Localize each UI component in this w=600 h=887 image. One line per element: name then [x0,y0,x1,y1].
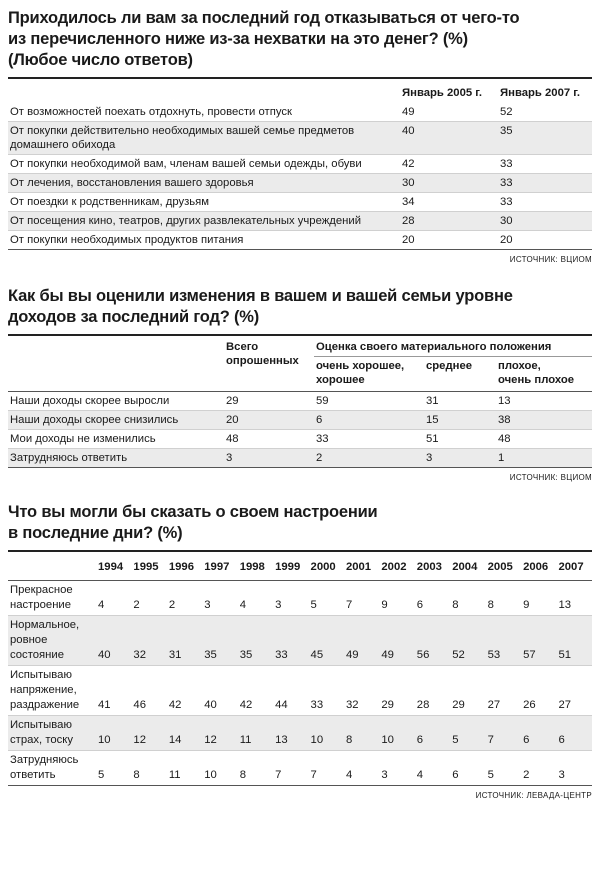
year-header: 2007 [558,561,584,573]
year-header: 1996 [168,561,194,573]
value-bad: 1 [496,449,592,468]
income-table-header [8,336,592,392]
value-mid: 31 [424,392,496,411]
refusals-table [8,83,592,250]
mood-value: 4 [344,751,379,786]
mood-value: 8 [450,581,485,616]
income-col-total: Всего опрошенных [226,341,299,367]
mood-value: 5 [450,716,485,751]
section3-title: Что вы могли бы сказать о своем настроении в последние дни? (%) [8,503,378,542]
mood-value: 6 [556,716,592,751]
row-label: От поездки к родственникам, друзьям [8,193,400,212]
value-total: 48 [224,430,314,449]
mood-value: 10 [96,716,131,751]
value-2007: 33 [498,174,592,193]
value-total: 3 [224,449,314,468]
table-row [8,392,592,411]
section1-top-rule [8,77,592,79]
mood-value: 29 [450,666,485,716]
value-good: 2 [314,449,424,468]
table-row [8,616,592,666]
mood-value: 35 [202,616,237,666]
mood-value: 8 [238,751,273,786]
mood-value: 9 [379,581,414,616]
mood-value: 7 [344,581,379,616]
income-subcol-good: очень хорошее, хорошее [316,360,405,386]
mood-value: 4 [238,581,273,616]
year-header: 1997 [204,561,230,573]
page [8,8,592,800]
value-2005: 28 [400,212,498,231]
mood-table-header [8,552,592,581]
mood-value: 7 [273,751,308,786]
year-header: 2004 [452,561,478,573]
mood-value: 3 [556,751,592,786]
mood-value: 31 [167,616,202,666]
mood-value: 42 [238,666,273,716]
income-table [8,336,592,468]
mood-value: 7 [309,751,344,786]
mood-value: 8 [131,751,166,786]
mood-value: 10 [202,751,237,786]
value-2005: 20 [400,231,498,250]
row-label: Наши доходы скорее выросли [8,392,224,411]
mood-value: 11 [167,751,202,786]
value-2007: 35 [498,122,592,155]
row-label: Прекрасное настроение [8,581,96,616]
table-row [8,212,592,231]
income-col-label-empty [8,336,224,357]
mood-value: 27 [556,666,592,716]
value-2005: 49 [400,103,498,122]
year-header: 1999 [275,561,301,573]
mood-value: 32 [131,616,166,666]
income-subcol-mid: среднее [426,360,473,372]
table-row [8,430,592,449]
value-mid: 3 [424,449,496,468]
income-table-body [8,392,592,468]
value-2005: 30 [400,174,498,193]
row-label: От покупки необходимой вам, членам вашей семьи одежды, обуви [8,155,400,174]
mood-value: 46 [131,666,166,716]
section-income-changes [8,286,592,482]
mood-value: 12 [202,716,237,751]
mood-value: 2 [521,751,556,786]
row-label: От покупки действительно необходимых вашей семье предметов домашнего обихода [8,122,400,155]
mood-value: 12 [131,716,166,751]
table-row [8,193,592,212]
value-mid: 51 [424,430,496,449]
mood-value: 3 [202,581,237,616]
table-row [8,716,592,751]
row-label: Испытываю страх, тоску [8,716,96,751]
mood-value: 8 [344,716,379,751]
refusals-col-label [8,83,400,103]
value-2005: 40 [400,122,498,155]
mood-value: 29 [379,666,414,716]
mood-value: 10 [379,716,414,751]
value-good: 59 [314,392,424,411]
mood-value: 40 [96,616,131,666]
table-row [8,751,592,786]
year-header: 1995 [133,561,159,573]
mood-value: 57 [521,616,556,666]
mood-value: 6 [415,716,450,751]
section1-title: Приходилось ли вам за последний год отказываться от чего-то из перечисленного ниже из-за нехватки на это денег? (%) (Любое число ответов) [8,9,520,69]
table-row [8,103,592,122]
row-label: От возможностей поехать отдохнуть, провести отпуск [8,103,400,122]
section2-source: ИСТОЧНИК: ВЦИОМ [509,473,592,482]
mood-value: 8 [486,581,521,616]
section3-source: ИСТОЧНИК: ЛЕВАДА-ЦЕНТР [475,791,592,800]
mood-value: 52 [450,616,485,666]
mood-table-body [8,581,592,786]
mood-col-label [8,552,96,581]
row-label: От покупки необходимых продуктов питания [8,231,400,250]
mood-value: 44 [273,666,308,716]
row-label: Мои доходы не изменились [8,430,224,449]
mood-value: 49 [379,616,414,666]
table-row [8,449,592,468]
mood-value: 10 [309,716,344,751]
year-header: 1994 [98,561,124,573]
year-header: 2002 [381,561,407,573]
section-mood [8,502,592,800]
value-2005: 34 [400,193,498,212]
section1-source: ИСТОЧНИК: ВЦИОМ [509,255,592,264]
mood-value: 2 [131,581,166,616]
mood-value: 56 [415,616,450,666]
mood-value: 5 [309,581,344,616]
year-header: 2003 [416,561,442,573]
value-2007: 33 [498,193,592,212]
table-row [8,231,592,250]
row-label: Испытываю напряжение, раздражение [8,666,96,716]
section-budget-refusals [8,8,592,264]
mood-value: 35 [238,616,273,666]
mood-value: 41 [96,666,131,716]
section2-title: Как бы вы оценили изменения в вашем и вашей семьи уровне доходов за последний год? (%) [8,287,513,326]
mood-value: 32 [344,666,379,716]
table-row [8,122,592,155]
table-row [8,666,592,716]
value-bad: 38 [496,411,592,430]
mood-value: 6 [415,581,450,616]
year-header: 2000 [310,561,336,573]
mood-value: 2 [167,581,202,616]
mood-value: 14 [167,716,202,751]
value-2007: 52 [498,103,592,122]
mood-value: 51 [556,616,592,666]
table-row [8,155,592,174]
row-label: Нормальное, ровное состояние [8,616,96,666]
value-2007: 30 [498,212,592,231]
mood-value: 33 [273,616,308,666]
mood-value: 33 [309,666,344,716]
row-label: Затрудняюсь ответить [8,751,96,786]
table-row [8,581,592,616]
value-2005: 42 [400,155,498,174]
mood-value: 11 [238,716,273,751]
row-label: От лечения, восстановления вашего здоровья [8,174,400,193]
refusals-table-body [8,103,592,250]
mood-value: 40 [202,666,237,716]
mood-value: 49 [344,616,379,666]
mood-value: 26 [521,666,556,716]
value-total: 29 [224,392,314,411]
value-2007: 20 [498,231,592,250]
value-bad: 48 [496,430,592,449]
mood-value: 42 [167,666,202,716]
table-row [8,411,592,430]
value-good: 6 [314,411,424,430]
income-col-label-empty-2 [8,357,224,392]
mood-value: 3 [273,581,308,616]
mood-value: 5 [96,751,131,786]
year-header: 2006 [523,561,549,573]
year-header: 2005 [487,561,513,573]
mood-value: 45 [309,616,344,666]
income-col-group: Оценка своего материального положения [314,336,592,357]
row-label: Затрудняюсь ответить [8,449,224,468]
mood-value: 7 [486,716,521,751]
mood-value: 13 [273,716,308,751]
refusals-table-header [8,83,592,103]
mood-value: 4 [96,581,131,616]
mood-value: 4 [415,751,450,786]
value-total: 20 [224,411,314,430]
value-mid: 15 [424,411,496,430]
mood-value: 27 [486,666,521,716]
income-subcol-bad: плохое, очень плохое [498,360,575,386]
mood-value: 28 [415,666,450,716]
mood-value: 9 [521,581,556,616]
mood-value: 6 [450,751,485,786]
year-header: 1998 [239,561,265,573]
row-label: Наши доходы скорее снизились [8,411,224,430]
year-header: 2001 [345,561,372,573]
refusals-col-2005: Январь 2005 г. [402,87,482,99]
mood-value: 6 [521,716,556,751]
mood-table [8,552,592,786]
mood-value: 5 [486,751,521,786]
table-row [8,174,592,193]
refusals-col-2007: Январь 2007 г. [500,87,580,99]
mood-value: 13 [556,581,592,616]
value-bad: 13 [496,392,592,411]
mood-value: 3 [379,751,414,786]
mood-value: 53 [486,616,521,666]
value-2007: 33 [498,155,592,174]
row-label: От посещения кино, театров, других развлекательных учреждений [8,212,400,231]
value-good: 33 [314,430,424,449]
